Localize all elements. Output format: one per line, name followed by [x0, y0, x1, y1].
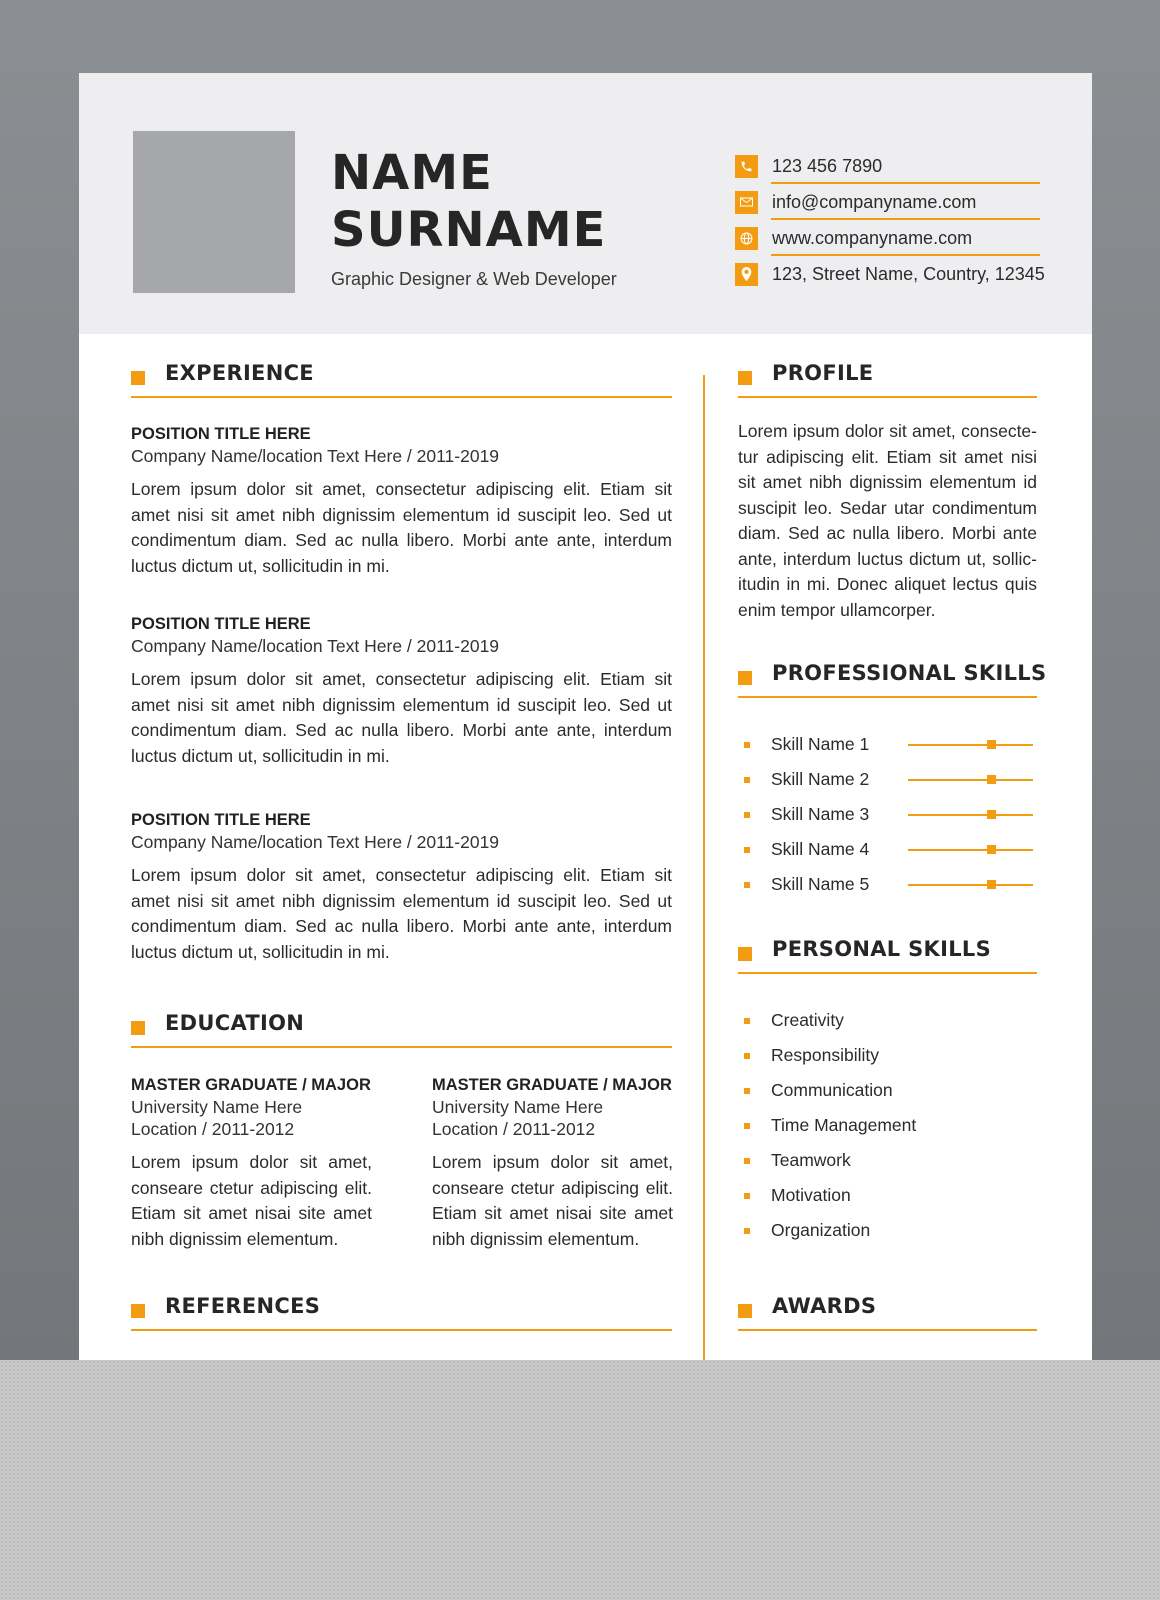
degree-title: MASTER GRADUATE / MAJOR	[131, 1076, 371, 1094]
degree-title: MASTER GRADUATE / MAJOR	[432, 1076, 672, 1094]
phone-number: 123 456 7890	[772, 155, 883, 176]
section-rule	[131, 1046, 672, 1048]
experience-title: EXPERIENCE	[165, 361, 314, 385]
job-title: Graphic Designer & Web Developer	[331, 269, 617, 289]
preview-cutoff-overlay	[0, 1360, 1160, 1600]
resume-page	[79, 73, 1092, 1360]
skill-level-knob	[987, 845, 996, 854]
personal-skill-label: Responsibility	[771, 1045, 879, 1065]
section-rule	[738, 396, 1037, 398]
section-rule	[131, 396, 672, 398]
column-divider	[703, 375, 705, 1360]
section-marker-icon	[131, 1021, 145, 1035]
skill-name: Skill Name 4	[771, 839, 870, 859]
position-title: POSITION TITLE HERE	[131, 811, 311, 829]
personal-skills-heading	[738, 934, 1037, 974]
website-url[interactable]: www.companyname.com	[772, 227, 973, 248]
bullet-icon	[744, 742, 750, 748]
email-address[interactable]: info@companyname.com	[772, 191, 977, 212]
company-line: Company Name/location Text Here / 2011-2019	[131, 832, 500, 852]
education-title: EDUCATION	[165, 1011, 305, 1035]
education-entry-1	[131, 1074, 372, 1252]
education-location: Location / 2011-2012	[432, 1119, 596, 1139]
bullet-icon	[744, 847, 750, 853]
skill-name: Skill Name 1	[771, 734, 870, 754]
skill-name: Skill Name 3	[771, 804, 870, 824]
company-line: Company Name/location Text Here / 2011-2019	[131, 446, 500, 466]
job-description: Lorem ipsum dolor sit amet, consectetur adipiscing elit. Etiam sit amet nisi sit amet nibh dignissim elementum id suscipit leo. Sed ut condimentum diam. Sed ac nulla libero. Morbi ante ante, interdum luctus dictum ut, sollicitudin in mi.	[131, 479, 672, 576]
section-marker-icon	[738, 371, 752, 385]
skill-row	[738, 803, 1037, 827]
section-marker-icon	[738, 947, 752, 961]
skill-name: Skill Name 2	[771, 769, 870, 789]
skill-level-knob	[987, 880, 996, 889]
skill-level-bar	[908, 744, 1033, 746]
bullet-icon	[744, 1018, 750, 1024]
skill-row	[738, 838, 1037, 862]
personal-skill-label: Communication	[771, 1080, 893, 1100]
contact-email	[735, 184, 1040, 220]
personal-skills-title: PERSONAL SKILLS	[772, 937, 992, 961]
education-description: Lorem ipsum dolor sit amet, conseare ctetur adipiscing elit. Etiam sit amet nisai site amet nibh dignissim elementum.	[432, 1152, 673, 1249]
experience-entry-2	[131, 613, 672, 769]
personal-skill-label: Motivation	[771, 1185, 851, 1205]
personal-skill-label: Teamwork	[771, 1150, 851, 1170]
first-name: NAME	[331, 145, 493, 201]
skill-name: Skill Name 5	[771, 874, 870, 894]
contact-phone	[735, 148, 1040, 184]
phone-icon	[735, 155, 758, 178]
university-name: University Name Here	[131, 1097, 303, 1117]
awards-title: AWARDS	[772, 1294, 877, 1318]
awards-heading	[738, 1291, 1037, 1331]
experience-heading	[131, 358, 672, 398]
bullet-icon	[744, 1053, 750, 1059]
location-pin-icon	[735, 263, 758, 286]
references-heading	[131, 1291, 672, 1331]
globe-icon	[735, 227, 758, 250]
street-address: 123, Street Name, Country, 12345	[772, 263, 1045, 284]
skill-level-bar	[908, 814, 1033, 816]
references-title: REFERENCES	[165, 1294, 321, 1318]
skill-row	[738, 873, 1037, 897]
company-line: Company Name/location Text Here / 2011-2019	[131, 636, 500, 656]
personal-skill-item	[738, 1044, 1037, 1068]
bullet-icon	[744, 812, 750, 818]
contact-website	[735, 220, 1040, 256]
bullet-icon	[744, 1228, 750, 1234]
bullet-icon	[744, 1088, 750, 1094]
bullet-icon	[744, 1158, 750, 1164]
contact-address	[735, 256, 1045, 292]
name-block	[331, 145, 617, 290]
position-title: POSITION TITLE HERE	[131, 425, 311, 443]
position-title: POSITION TITLE HERE	[131, 615, 311, 633]
skill-level-knob	[987, 775, 996, 784]
bullet-icon	[744, 1123, 750, 1129]
profile-text: Lorem ipsum dolor sit amet, consecte-tur adipiscing elit. Etiam sit amet nisi sit amet nibh dignissim elementum id suscipit leo. Sedar utar condimentum diam. Sed ac nulla libero. Morbi ante ante, interdum luctus dictum ut, sollic-itudin in mi. Donec aliquet lectus quis enim tempor ullamcorper.	[738, 421, 1037, 620]
section-marker-icon	[131, 371, 145, 385]
personal-skill-item	[738, 1184, 1037, 1208]
personal-skill-item	[738, 1079, 1037, 1103]
section-marker-icon	[738, 671, 752, 685]
profile-heading	[738, 358, 1037, 398]
skill-level-bar	[908, 779, 1033, 781]
personal-skill-item	[738, 1009, 1037, 1033]
professional-skills-title: PROFESSIONAL SKILLS	[772, 661, 1047, 685]
skill-row	[738, 768, 1037, 792]
personal-skill-label: Time Management	[771, 1115, 917, 1135]
section-rule	[738, 696, 1037, 698]
skill-level-knob	[987, 810, 996, 819]
section-marker-icon	[738, 1304, 752, 1318]
personal-skill-label: Creativity	[771, 1010, 844, 1030]
university-name: University Name Here	[432, 1097, 604, 1117]
last-name: SURNAME	[331, 202, 607, 258]
bullet-icon	[744, 882, 750, 888]
resume-header	[79, 73, 1092, 334]
education-description: Lorem ipsum dolor sit amet, conseare ctetur adipiscing elit. Etiam sit amet nisai site amet nibh dignissim elementum.	[131, 1152, 372, 1249]
job-description: Lorem ipsum dolor sit amet, consectetur adipiscing elit. Etiam sit amet nisi sit amet nibh dignissim elementum id suscipit leo. Sed ut condimentum diam. Sed ac nulla libero. Morbi ante ante, interdum luctus dictum ut, sollicitudin in mi.	[131, 865, 672, 962]
experience-entry-3	[131, 809, 672, 965]
contact-list	[735, 148, 1045, 292]
job-description: Lorem ipsum dolor sit amet, consectetur adipiscing elit. Etiam sit amet nisi sit amet nibh dignissim elementum id suscipit leo. Sed ut condimentum diam. Sed ac nulla libero. Morbi ante ante, interdum luctus dictum ut, sollicitudin in mi.	[131, 669, 672, 766]
skill-level-knob	[987, 740, 996, 749]
professional-skills-heading	[738, 658, 1047, 698]
section-rule	[738, 1329, 1037, 1331]
skill-level-bar	[908, 884, 1033, 886]
skill-level-bar	[908, 849, 1033, 851]
skill-row	[738, 733, 1037, 757]
education-location: Location / 2011-2012	[131, 1119, 295, 1139]
section-marker-icon	[131, 1304, 145, 1318]
experience-entry-1	[131, 423, 672, 579]
bullet-icon	[744, 777, 750, 783]
email-icon	[735, 191, 758, 214]
personal-skill-item	[738, 1219, 1037, 1243]
education-heading	[131, 1008, 672, 1048]
section-rule	[131, 1329, 672, 1331]
section-rule	[738, 972, 1037, 974]
education-entry-2	[432, 1074, 673, 1252]
profile-photo-placeholder	[133, 131, 295, 293]
personal-skill-item	[738, 1114, 1037, 1138]
profile-title: PROFILE	[772, 361, 874, 385]
bullet-icon	[744, 1193, 750, 1199]
personal-skill-item	[738, 1149, 1037, 1173]
personal-skill-label: Organization	[771, 1220, 871, 1240]
